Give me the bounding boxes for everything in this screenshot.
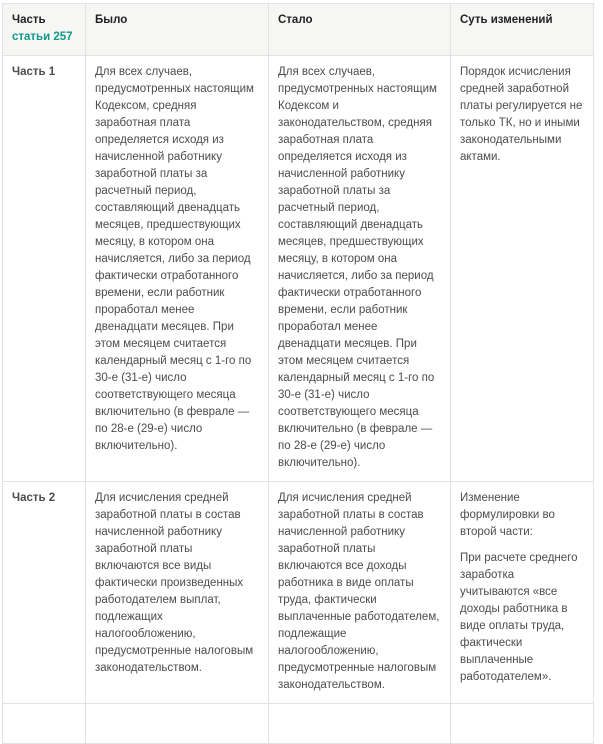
essence-paragraph: Порядок исчисления средней заработной платы регулируется не только ТК, но и иными законодательными актами. xyxy=(460,66,583,163)
header-cell-became: Стало xyxy=(269,4,451,56)
part-2-was-text: Для исчисления средней заработной платы в состав начисленной работнику заработной платы включаются все виды фактически произведенных работодателем выплат, подлежащих налогообложению, предусмотренные налоговым законодательством. xyxy=(86,482,269,704)
table-row-part-2 xyxy=(3,482,594,704)
partial-cell xyxy=(269,704,451,744)
table-row-partial xyxy=(3,704,594,744)
partial-cell xyxy=(86,704,269,744)
article-changes-table xyxy=(2,3,594,744)
part-1-essence-text xyxy=(451,56,594,482)
part-1-was-text: Для всех случаев, предусмотренных настоящим Кодексом, средняя заработная плата определяется исходя из начисленной работнику заработной платы за расчетный период, составляющий двенадцать месяцев, предшествующих месяцу, в котором она начисляется, либо за период фактически отработанного времени, если работник проработал менее двенадцати месяцев. При этом месяцем считается календарный месяц с 1-го по 30-е (31-е) число соответствующего месяца включительно (в феврале — по 28-е (29-е) число включительно). xyxy=(86,56,269,482)
table-header xyxy=(3,4,594,56)
article-257-link[interactable]: статьи 257 xyxy=(12,31,73,43)
part-2-became-text: Для исчисления средней заработной платы в состав начисленной работнику заработной платы включаются все доходы работника в виде оплаты труда, фактически выплаченные работодателем, подлежащие налогообложению, предусмотренные налоговым законодательством. xyxy=(269,482,451,704)
essence-paragraph: Изменение формулировки во второй части: xyxy=(460,492,555,538)
header-cell-was: Было xyxy=(86,4,269,56)
header-cell-essence: Суть изменений xyxy=(451,4,594,56)
part-2-label: Часть 2 xyxy=(3,482,86,704)
table-row-part-1 xyxy=(3,56,594,482)
partial-cell xyxy=(451,704,594,744)
partial-cell xyxy=(3,704,86,744)
part-1-label: Часть 1 xyxy=(3,56,86,482)
part-1-became-text: Для всех случаев, предусмотренных настоящим Кодексом и законодательством, средняя заработная плата определяется исходя из начисленной работнику заработной платы за расчетный период, составляющий двенадцать месяцев, предшествующих месяцу, в котором она начисляется, либо за период фактически отработанного времени, если работник проработал менее двенадцати месяцев. При этом месяцем считается календарный месяц с 1-го по 30-е (31-е) число соответствующего месяца включительно (в феврале — по 28-е (29-е) число включительно). xyxy=(269,56,451,482)
header-cell-part xyxy=(3,4,86,56)
header-part-label: Часть xyxy=(12,14,46,26)
essence-paragraph: При расчете среднего заработка учитываются «все доходы работника в виде оплаты труда, фактически выплаченные работодателем». xyxy=(460,552,578,683)
table-body xyxy=(3,56,594,744)
header-row xyxy=(3,4,594,56)
part-2-essence-text xyxy=(451,482,594,704)
